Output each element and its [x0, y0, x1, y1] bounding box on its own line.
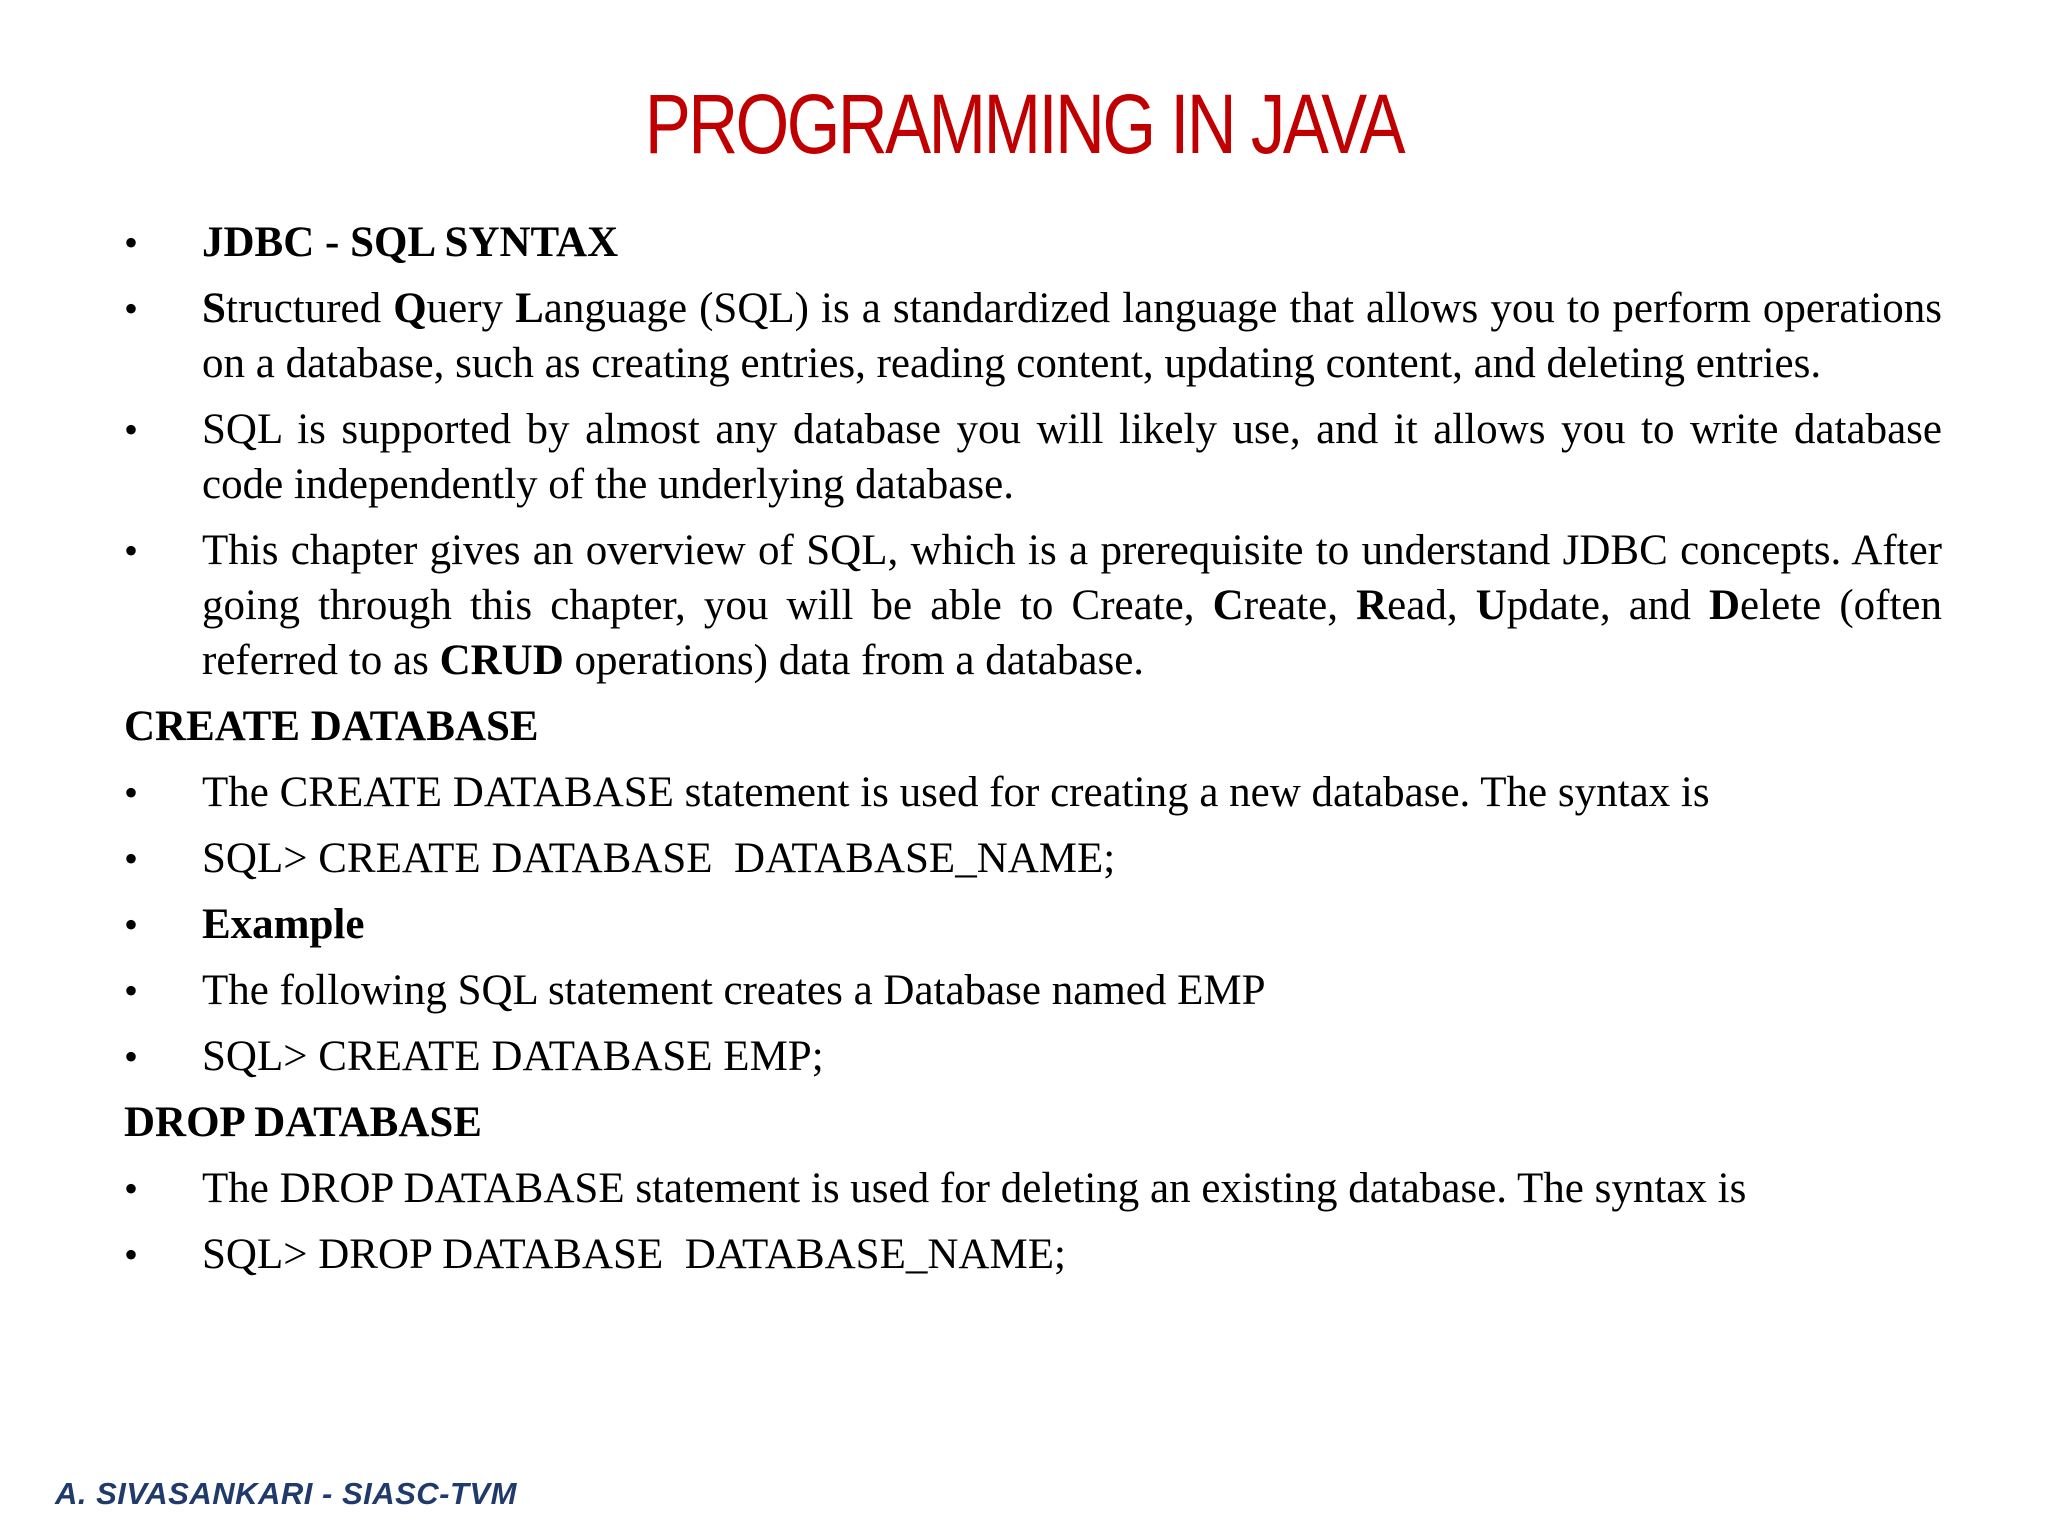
bullet-chapter-overview [124, 523, 1942, 688]
bullet-dot: • [124, 1232, 139, 1277]
example-sql-text: SQL> CREATE DATABASE EMP; [202, 1033, 824, 1080]
text-uery: uery [426, 285, 516, 332]
create-statement-text: The CREATE DATABASE statement is used for creating a new database. The syntax is [202, 769, 1710, 816]
letter-r: R [1356, 582, 1388, 629]
bullet-dot: • [124, 902, 139, 947]
bullet-dot: • [124, 836, 139, 881]
example-label: Example [202, 901, 365, 948]
bullet-sql-support [124, 402, 1942, 512]
crud-term: CRUD [439, 637, 564, 684]
bullet-example-description [124, 963, 1942, 1018]
create-syntax-text: SQL> CREATE DATABASE DATABASE_NAME; [202, 835, 1116, 882]
chapter-end: operations) data from a database. [563, 637, 1145, 684]
chapter-overview-text [202, 523, 1942, 688]
text-pdate: pdate, and [1506, 582, 1709, 629]
drop-statement-text: The DROP DATABASE statement is used for deleting an existing database. The syntax is [202, 1165, 1747, 1212]
bullet-example-sql [124, 1029, 1942, 1084]
bullet-dot: • [124, 770, 139, 815]
drop-syntax-text: SQL> DROP DATABASE DATABASE_NAME; [202, 1231, 1066, 1278]
bullet-create-syntax [124, 831, 1942, 886]
jdbc-sql-syntax-heading: JDBC - SQL SYNTAX [202, 219, 619, 266]
sql-support-text: SQL is supported by almost any database you will likely use, and it allows you to write database code independently of the underlying database. [202, 406, 1942, 508]
letter-l: L [515, 285, 544, 332]
create-database-heading: CREATE DATABASE [124, 703, 539, 750]
chapter-part1: This chapter gives an overview of SQL, which is a prerequisite to understand JDBC concepts. After going through this chapter, you will be able to Create, [202, 527, 1942, 629]
text-elete: elete (often referred to as [202, 582, 1942, 684]
bullet-dot: • [124, 407, 139, 452]
bullet-drop-statement [124, 1161, 1942, 1216]
letter-d: D [1708, 582, 1741, 629]
author-footer: A. SIVASANKARI - SIASC-TVM [55, 1476, 517, 1511]
bullet-drop-syntax [124, 1227, 1942, 1282]
bullet-dot: • [124, 1034, 139, 1079]
example-description-text: The following SQL statement creates a Database named EMP [202, 967, 1266, 1014]
bullet-jdbc-heading [124, 215, 1942, 270]
bullet-dot: • [124, 286, 139, 331]
letter-u: U [1475, 582, 1507, 629]
text-reate: reate, [1243, 582, 1357, 629]
drop-database-heading: DROP DATABASE [124, 1099, 482, 1146]
bullet-dot: • [124, 968, 139, 1013]
letter-s: S [202, 285, 226, 332]
letter-q: Q [393, 285, 427, 332]
text-anguage-rest: anguage (SQL) is a standardized language that allows you to perform operations on a database, such as creating entries, reading content, updating content, and deleting entries. [202, 285, 1943, 387]
bullet-dot: • [124, 528, 139, 573]
bullet-create-statement [124, 765, 1942, 820]
sql-intro-text [202, 281, 1942, 391]
text-ead: ead, [1387, 582, 1476, 629]
bullet-dot: • [124, 1166, 139, 1211]
slide-content [124, 215, 1942, 1293]
bullet-dot: • [124, 220, 139, 265]
bullet-sql-intro [124, 281, 1942, 391]
slide-title: PROGRAMMING IN JAVA [644, 77, 1404, 171]
letter-c: C [1212, 582, 1244, 629]
bullet-example-label [124, 897, 1942, 952]
text-tructured: tructured [225, 285, 394, 332]
